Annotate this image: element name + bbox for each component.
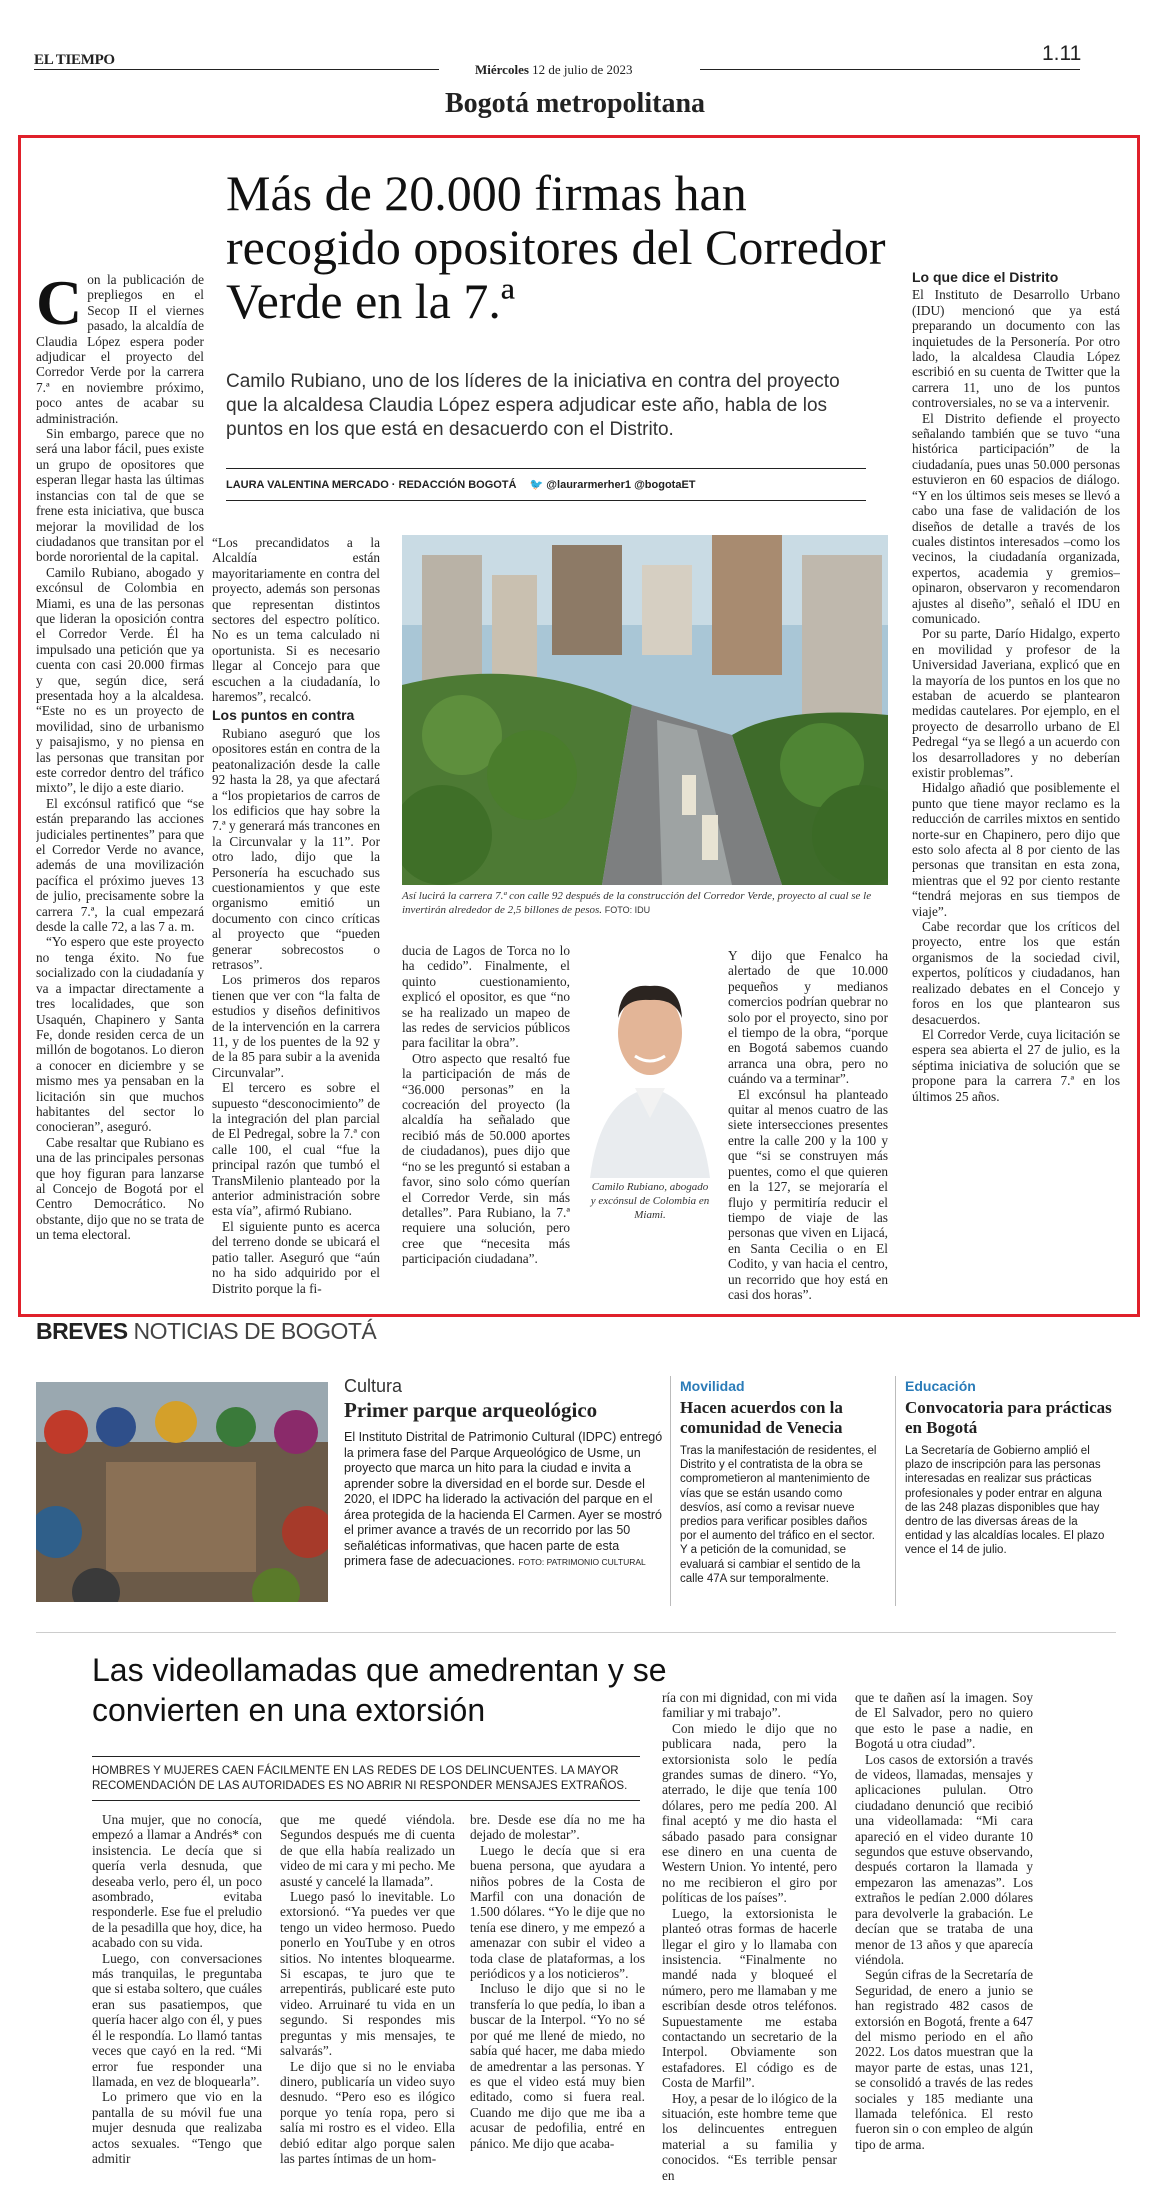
paragraph: El Distrito defiende el proyecto señalando también que se tuvo “una histórica participación” de la ciudadanía, pues unas 50.000 personas estuvieron en 60 espacios de diálogo. “Y en los últimos seis meses se llevó a cabo una fase de validación de los diseños de detalle a través de los cuales distintos interesados –como los vecinos, la ciudadanía organizada, expertos, academia y gremios– opinaron, observaron y recomendaron ajustes al diseño”, señaló el IDU en comunicado. bbox=[912, 410, 1120, 626]
paragraph: Y dijo que Fenalco ha alertado de que 10.000 pequeños y medianos comercios podrían quebrar no solo por el proyecto, sino por el tiempo de la obra, “porque en Bogotá sabemos cuando arranca una obra, pero no cuándo va a terminar”. bbox=[728, 948, 888, 1087]
breves-light: NOTICIAS DE BOGOTÁ bbox=[133, 1318, 377, 1344]
educacion-title: Convocatoria para prácticas en Bogotá bbox=[905, 1398, 1112, 1437]
paragraph: que me quedé viéndola. Segundos después me di cuenta de que ella había realizado un video de mi cara y mi pecho. Me asusté y cancelé la llamada”. bbox=[280, 1812, 455, 1889]
paragraph: Incluso le dijo que si no le transfería lo que pedía, lo iban a buscar de la Interpol. “Yo no sé por qué me llené de miedo, no sabía qué hacer, me daba miedo de amedrentar a las personas. Y es que el video está muy bien editado, como si fuera real. Cuando me dijo que me iba a acusar de pedofilia, entré en pánico. Me dijo que acaba- bbox=[470, 1981, 645, 2151]
sidebar-title: Lo que dice el Distrito bbox=[912, 270, 1059, 285]
paragraph: bre. Desde ese día no me ha dejado de molestar”. bbox=[470, 1812, 645, 1843]
paragraph: Luego, la extorsionista le planteó otras formas de hacerle llegar el giro y lo llamaba con insistencia. “Finalmente no mandé nada y bloqueé el número, pero me llamaban y me escribían desde otros teléfonos. Supuestamente me estaba contactando un secretario de la Interpol. Obviamente son estafadores. El código es de Costa de Marfil”. bbox=[662, 1905, 837, 2091]
district-sidebar bbox=[912, 270, 1120, 1305]
second-top-rule bbox=[36, 1632, 1116, 1633]
paragraph: Luego pasó lo inevitable. Lo extorsionó. “Ya puedes ver que tengo un video hermoso. Puedo ponerlo en YouTube y en otros sitios. No intentes bloquearme. Si escapas, te juro que te arrepentirás, publicaré este puto video. Arruinaré tu vida en un segundo. Si respondes mis preguntas y mis mensajes, te salvarás”. bbox=[280, 1889, 455, 2059]
breves-divider-2 bbox=[895, 1376, 896, 1606]
second-deck: HOMBRES Y MUJERES CAEN FÁCILMENTE EN LAS REDES DE LOS DELINCUENTES. LA MAYOR RECOMENDACIÓN DE LAS AUTORIDADES ES NO ABRIR NI RESPONDER MENSAJES EXTRAÑOS. bbox=[92, 1765, 628, 1792]
educacion-category: Educación bbox=[905, 1378, 976, 1394]
cultura-category: Cultura bbox=[344, 1376, 403, 1396]
main-column-2 bbox=[212, 535, 380, 1305]
movilidad-text: Tras la manifestación de residentes, el Distrito y el contratista de la obra se comprometieron al mantenimiento de vías que se están usando como desvíos, así como a revisar nueve predios para verificar posibles daños por el aumento del tráfico en el sector. Y a petición de la comunidad, se evaluará si cambiar el sentido de la calle 47A sur temporalmente. bbox=[680, 1445, 877, 1585]
paragraph: ría con mi dignidad, con mi vida familiar y mi trabajo”. bbox=[662, 1690, 837, 1721]
caption-text: Así lucirá la carrera 7.ª con calle 92 después de la construcción del Corredor Verde, proyecto al cual se le invertirán alrededor de 2,5 billones de pesos. bbox=[402, 890, 872, 916]
photo-credit: FOTO: IDU bbox=[604, 905, 651, 915]
paragraph: Otro aspecto que resaltó fue la participación de más de “36.000 personas” en la cocreación del proyecto (la alcaldía ha señalado que recibió más de 50.000 aportes de ciudadanos), pues dijo que “no se les preguntó si estaban a favor, sino solo cómo querían el Corredor Verde, sin más detalles”. Para Rubiano, la 7.ª requiere una solución, pero cree que “necesita más participación ciudadana”. bbox=[402, 1050, 570, 1267]
paragraph: Luego le decía que si era buena persona, que ayudara a niños pobres de la Costa de Marfil con una donación de 1.500 dólares. “Yo le dije que no tenía ese dinero, y me empezó a amenazar con subir el video a toda clase de plataformas, a los periódicos y a los noticieros”. bbox=[470, 1842, 645, 1982]
paragraph: Según cifras de la Secretaría de Seguridad, de enero a junio se han registrado 482 casos de extorsión en Bogotá, frente a 647 del mismo periodo en el año 2022. Los datos muestran que la mayor parte de estas, unas 121, se consolidó a través de las redes sociales y 185 mediante una llamada telefónica. El resto fueron sin o con empleo de algún tipo de arma. bbox=[855, 1967, 1033, 2152]
main-headline: Más de 20.000 firmas han recogido opositores del Corredor Verde en la 7.ª bbox=[226, 165, 886, 329]
paragraph: Los primeros dos reparos tienen que ver con “la falta de estudios y diseños definitivos de la intervención en la carrera 11, y de los puentes de la 92 y de la 85 para subir a la avenida Circunvalar”. bbox=[212, 972, 380, 1080]
paragraph: Los casos de extorsión a través de videos, llamadas, mensajes y aplicaciones pululan. Otro ciudadano denunció que recibió una videollamada: “Mi cara apareció en el video durante 10 segundos que estuve observando, después cortaron la llamada y empezaron las amenazas”. Los extraños le pedían 2.000 dólares para devolverle la grabación. Le decían que se trataba de una menor de 13 años y que aparecía viéndola. bbox=[855, 1751, 1033, 1967]
main-deck: Camilo Rubiano, uno de los líderes de la iniciativa en contra del proyecto que la alcaldesa Claudia López espera adjudicar este año, habla de los puntos en los que está en desacuerdo con el Distrito. bbox=[226, 371, 840, 440]
paragraph: on la publicación de prepliegos en el Secop II el viernes pasado, la alcaldía de Claudia López espera poder adjudicar el proyecto del Corredor Verde por la carrera 7.ª en noviembre próximo, poco antes de acabar su administración. bbox=[36, 272, 204, 426]
paragraph: Lo primero que vio en la pantalla de su móvil fue una mujer desnuda que realizaba actos sexuales. “Tengo que admitir bbox=[92, 2089, 262, 2166]
paragraph: Con miedo le dijo que no publicara nada, pero la extorsionista solo le pedía grandes sumas de dinero. “Yo, aterrado, le dije que tenía 100 dólares, pero me pedía 200. Al final aceptó y me dio hasta el sábado pasado para consignar ese dinero en una cuenta de Western Union. Yo intenté, pero no me recibieron el giro por políticas de los países”. bbox=[662, 1720, 837, 1906]
paragraph: El siguiente punto es acerca del terreno donde se ubicará el patio taller. Aseguró que “aún no ha sido adquirido por el Distrito porque la fi- bbox=[212, 1218, 380, 1296]
top-rule bbox=[34, 69, 439, 70]
byline bbox=[226, 478, 696, 491]
page-number: 1.11 bbox=[1042, 42, 1082, 65]
rubiano-portrait bbox=[580, 948, 720, 1178]
photo-caption bbox=[402, 889, 888, 917]
paragraph: Camilo Rubiano, abogado y excónsul de Colombia en Miami, es una de las personas que lideran la oposición contra el Corredor Verde. Él ha impulsado una petición que ya cuenta con casi 20.000 firmas y que, según dice, será presentada hoy a la alcaldesa. “Este no es un proyecto de movilidad, sino de urbanismo y paisajismo, y no piensa en las personas que transitan por este corredor dentro del tráfico mixto”, le dijo a este diario. bbox=[36, 564, 204, 796]
paragraph: Una mujer, que no conocía, empezó a llamar a Andrés* con insistencia. Le decía que si quería verla desnuda, que deseaba verlo, pero él, un poco asombrado, evitaba responderle. Ese fue el preludio de la pesadilla que hoy, dice, ha acabado con su vida. bbox=[92, 1812, 262, 1951]
breves-bold: BREVES bbox=[36, 1318, 128, 1344]
cultura-credit: FOTO: PATRIMONIO CULTURAL bbox=[518, 1557, 646, 1567]
second-column-3 bbox=[470, 1812, 645, 2197]
paragraph: Cabe recordar que los críticos del proyecto, entre los que están organismos de la sociedad civil, expertos, políticos y ciudadanos, han realizado debates en el Concejo y foros en los que plantearon sus desacuerdos. bbox=[912, 919, 1120, 1027]
paragraph: Por su parte, Darío Hidalgo, experto en movilidad y profesor de la Universidad Javeriana, explicó que en la mayoría de los puntos en los que no estaban de acuerdo se plantearon medidas cautelares. Por ejemplo, en el proyecto de desarrollo urbano de El Pedregal “ya se llegó a un acuerdo con los desarrolladores y no deberían existir problemas”. bbox=[912, 626, 1120, 780]
second-column-2 bbox=[280, 1812, 455, 2197]
paragraph: El Instituto de Desarrollo Urbano (IDU) mencionó que ya está preparando un documento con las inquietudes de la Personería. Por otro lado, la alcaldesa Claudia López escribió en su cuenta de Twitter que la carrera 11, uno de los puntos controversiales, no se va a intervenir. bbox=[912, 287, 1120, 411]
paragraph: El excónsul ratificó que “se están preparando las acciones judiciales pertinentes” para que el Corredor Verde no avance, además de una movilización pacífica el próximo jueves 13 de julio, precisamente sobre la carrera 7.ª, la cual empezará desde la calle 72, a las 7 a. m. bbox=[36, 795, 204, 935]
paragraph: “Yo espero que este proyecto no tenga éxito. No fue socializado con la ciudadanía y va a impactar directamente a tres localidades, que son Usaquén, Chapinero y Santa Fe, donde residen cerca de un millón de bogotanos. Lo dieron a conocer en diciembre y se mismo mes ya pensaban en la licitación sin que muchos habitantes del sector lo conocieran”, aseguró. bbox=[36, 934, 204, 1135]
second-column-4 bbox=[662, 1690, 837, 2197]
movilidad-title: Hacen acuerdos con la comunidad de Venecia bbox=[680, 1398, 843, 1437]
byline-author: LAURA VALENTINA MERCADO · REDACCIÓN BOGOTÁ bbox=[226, 479, 517, 491]
paragraph: El tercero es sobre el supuesto “desconocimiento” de la integración del plan parcial de El Pedregal, sobre la 7.ª con calle 100, el cual “fue la principal razón que tumbó el TransMilenio planteado por la anterior administración sobre esta vía”, afirmó Rubiano. bbox=[212, 1080, 380, 1219]
educacion-text: La Secretaría de Gobierno amplió el plazo de inscripción para las personas interesadas en realizar sus prácticas profesionales y poder entrar en alguna de las 248 plazas disponibles que hay dentro de las diversas áreas de la entidad y las alcaldías locales. El plazo vence el 14 de julio. bbox=[905, 1445, 1105, 1557]
main-column-1 bbox=[36, 272, 204, 1302]
logo: EL TIEMPO bbox=[34, 52, 115, 68]
paragraph: Rubiano aseguró que los opositores están en contra de la peatonalización desde la calle 92 hasta la 28, ya que afectará a “los propietarios de carros de los edificios que hay sobre la 7.ª y generará más trancones en la Circunvalar y la 11”. Por otro lado, dijo que la Personería ha escuchado sus cuestionamientos y que este organismo emitió un documento con cinco críticas al proyecto que “pueden generar sobrecostos o retrasos”. bbox=[212, 725, 380, 972]
second-column-1 bbox=[92, 1812, 262, 2197]
byline-rule-bottom bbox=[226, 500, 866, 501]
second-deck-rule-bottom bbox=[92, 1800, 640, 1801]
byline-twitter: @laurarmerher1 @bogotaET bbox=[546, 479, 696, 491]
paragraph: Hoy, a pesar de lo ilógico de la situación, este hombre teme que los delincuentes entreguen material a su familia y conocidos. “Es terrible pensar en bbox=[662, 2090, 837, 2183]
paragraph: que te dañen así la imagen. Soy de El Salvador, pero no quiero que esto le pase a nadie, en Bogotá u otra ciudad”. bbox=[855, 1690, 1033, 1752]
arqueologico-photo bbox=[36, 1382, 328, 1602]
second-column-5 bbox=[855, 1690, 1033, 2197]
corredor-verde-photo bbox=[402, 535, 888, 885]
cultura-text bbox=[344, 1430, 664, 1571]
second-deck-rule bbox=[92, 1756, 640, 1757]
dropcap: C bbox=[36, 272, 83, 338]
twitter-icon: 🐦 bbox=[529, 479, 544, 491]
date-rest: 12 de julio de 2023 bbox=[532, 62, 633, 77]
subhead-points: Los puntos en contra bbox=[212, 707, 355, 724]
second-headline: Las videollamadas que amedrentan y se convierten en una extorsión bbox=[92, 1652, 667, 1728]
byline-rule bbox=[226, 468, 866, 469]
paragraph: Sin embargo, parece que no será una labor fácil, pues existe un grupo de opositores que esperan llegar hasta las últimas instancias con tal de que se frene esta iniciativa, que busca mejorar la movilidad de los ciudadanos que transitan por el borde nororiental de la capital. bbox=[36, 426, 204, 565]
paragraph: El Corredor Verde, cuya licitación se espera sea abierta el 27 de julio, es la séptima iniciativa de solución que se propone para la carrera 7.ª en los últimos 25 años. bbox=[912, 1026, 1120, 1104]
main-column-3 bbox=[402, 943, 570, 1303]
paragraph: “Los precandidatos a la Alcaldía están mayoritariamente en contra del proyecto, además son personas que representan distintos sectores del espectro político. No es un tema calculado ni oportunista. Si es necesario llegar al Concejo para que escuchen a la ciudadanía, lo haremos”, recalcó. bbox=[212, 535, 380, 705]
paragraph: ducia de Lagos de Torca no lo ha cedido”. Finalmente, el quinto cuestionamiento, explicó el opositor, es que “no se ha realizado un mapeo de las redes de servicios públicos para facilitar la obra”. bbox=[402, 943, 570, 1051]
cultura-body: El Instituto Distrital de Patrimonio Cultural (IDPC) entregó la primera fase del Parque Arqueológico de Usme, un proyecto que marca un hito para la ciudad e invita a aprender sobre la diversidad en el borde sur. Desde el 2020, el IDPC ha liderado la activación del parque en el área protegida de la hacienda El Carmen. Ayer se mostró el primer avance a través de un recorrido por las 50 señaléticas informativas, que hacen parte de esta primera fase de adecuaciones. bbox=[344, 1430, 663, 1568]
date-day: Miércoles bbox=[475, 62, 529, 77]
date-line bbox=[475, 62, 633, 78]
paragraph: Hidalgo añadió que posiblemente el punto que tiene mayor reclamo es la reducción de carriles mixtos en sentido norte-sur en Chapinero, pero dijo que esto solo afecta al 8 por ciento de las personas que transitan en esta zona, mientras que el 92 por ciento restante “tendrá mejoras en sus tiempos de viaje”. bbox=[912, 780, 1120, 919]
paragraph: Cabe resaltar que Rubiano es una de las principales personas que hoy figuran para lanzarse al Concejo de Bogotá por el Centro Democrático. No obstante, dijo que no se trata de un tema electoral. bbox=[36, 1134, 204, 1243]
breves-divider-1 bbox=[670, 1376, 671, 1606]
breves-label bbox=[36, 1318, 376, 1345]
main-column-4 bbox=[728, 948, 888, 1303]
portrait-caption: Camilo Rubiano, abogado y excónsul de Colombia en Miami. bbox=[590, 1181, 710, 1221]
paragraph: Le dijo que si no le enviaba dinero, publicaría un video suyo desnudo. “Pero eso es ilógico porque yo tenía ropa, pero si salía mi rostro es el video. Ella debió editar algo porque salen las partes íntimas de un hom- bbox=[280, 2058, 455, 2166]
movilidad-category: Movilidad bbox=[680, 1378, 745, 1394]
paragraph: Luego, con conversaciones más tranquilas, le preguntaba que si estaba soltero, que cuáles eran sus pasatiempos, que quería hacer algo con él, y pues él le respondía. Lo llamó tantas veces que cayó en la red. “Mi error fue responder una llamada, en vez de bloquearla”. bbox=[92, 1950, 262, 2089]
paragraph: El excónsul ha planteado quitar al menos cuatro de las siete intersecciones presentes entre la calle 200 y la 100 y que “si se construyen más puentes, como el que quieren en la 127, se mejoraría el flujo y permitiría reducir el tiempo de viaje de las personas que viven en Lijacá, en Santa Cecilia o en El Codito, y van hacia el centro, un recorrido que hoy está en casi dos horas”. bbox=[728, 1086, 888, 1302]
section-title: Bogotá metropolitana bbox=[444, 88, 706, 119]
cultura-title: Primer parque arqueológico bbox=[344, 1398, 598, 1422]
top-rule-right bbox=[700, 69, 1080, 70]
